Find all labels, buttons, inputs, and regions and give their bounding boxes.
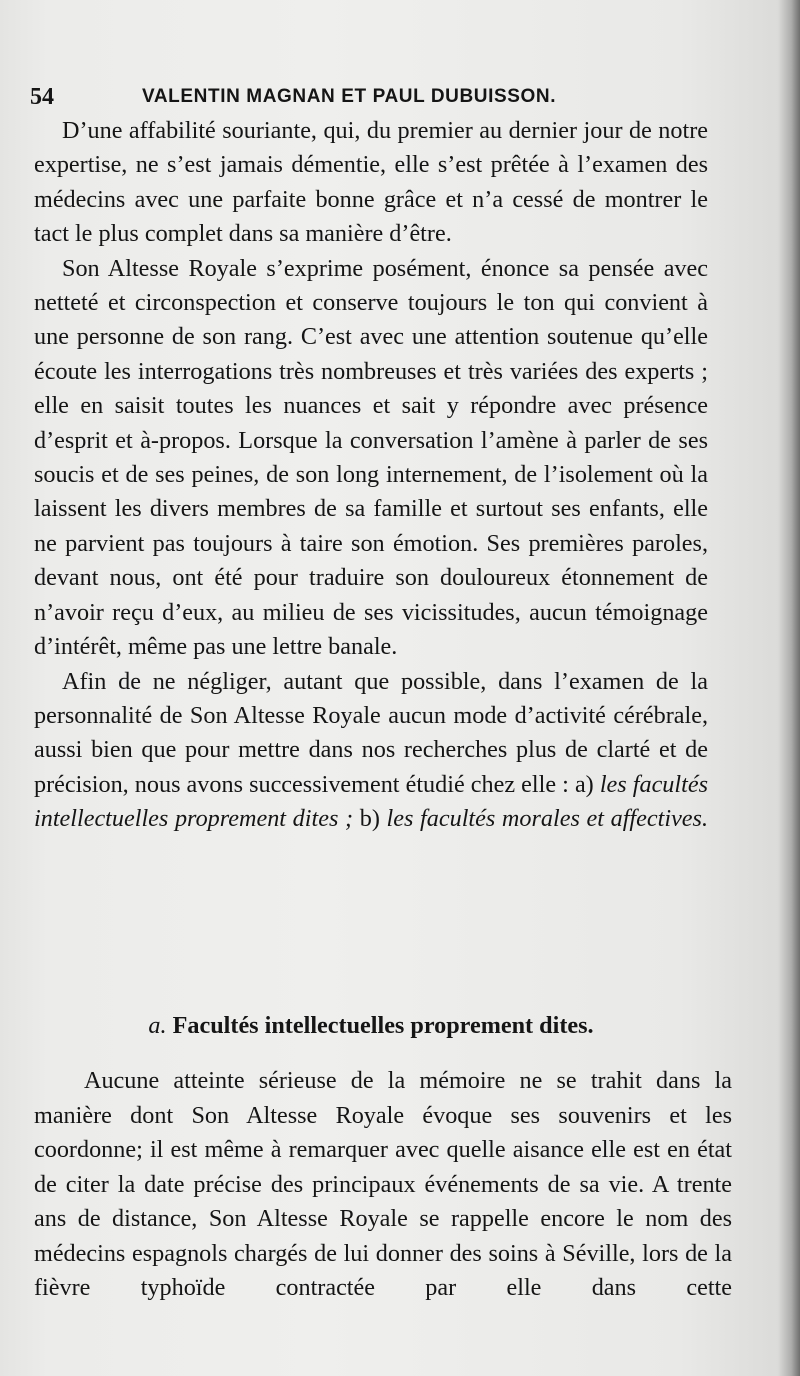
paragraph-affabilite: D’une affabilité souriante, qui, du premier au dernier jour de notre expertise, ne s’est jamais démentie, elle s’est prêtée à l’examen des médecins avec une parfaite bonne grâce et n’a cessé de montrer le tact le plus complet dans sa manière d’être.	[34, 117, 708, 248]
section-heading	[34, 1008, 708, 1044]
page-number: 54	[30, 84, 54, 110]
paragraph-examen-text: Afin de ne négliger, autant que possible, dans l’examen de la personnalité de Son Altesse Royale aucun mode d’activité cérébrale, aussi bien que pour mettre dans nos recherches plus de clarté et de précision, nous avons successivement étudié chez elle : a)	[34, 667, 708, 798]
section-letter: a.	[148, 1012, 167, 1039]
paragraph-examen	[34, 665, 708, 837]
body-text	[34, 114, 708, 837]
paragraph-examen-middle: b)	[353, 805, 387, 833]
section-title: Facultés intellectuelles proprement dites.	[172, 1012, 594, 1039]
italic-facultes-intellectuelles: les facultés intellectuelles proprement dites ;	[34, 770, 708, 833]
italic-facultes-morales: les facultés morales et affectives.	[386, 805, 708, 833]
paragraph-altesse: Son Altesse Royale s’exprime posément, énonce sa pensée avec netteté et circonspection et conserve toujours le ton qui convient à une personne de son rang. C’est avec une attention soutenue qu’elle écoute les interrogations très nombreuses et très variées des experts ; elle en saisit toutes les nuances et sait y répondre avec présence d’esprit et à-propos. Lorsque la conversation l’amène à parler de ses soucis et de ses peines, de son long internement, de l’isolement où la laissent les divers membres de sa famille et surtout ses enfants, elle ne parvient pas toujours à taire son émotion. Ses premières paroles, devant nous, ont été pour traduire son douloureux étonnement de n’avoir reçu d’eux, au milieu de ses vicissitudes, aucun témoignage d’intérêt, même pas une lettre banale.	[34, 254, 708, 661]
body-text-continued	[34, 1064, 732, 1306]
paragraph-memoire: Aucune atteinte sérieuse de la mémoire ne se trahit dans la manière dont Son Altesse Royale évoque ses souvenirs et les coordonne; il est même à remarquer avec quelle aisance elle est en état de citer la date précise des principaux événements de sa vie. A trente ans de distance, Son Altesse Royale se rappelle encore le nom des médecins espagnols chargés de lui donner des soins à Séville, lors de la fièvre typhoïde contractée par elle dans cette	[34, 1067, 732, 1301]
running-head: VALENTIN MAGNAN ET PAUL DUBUISSON.	[142, 86, 557, 107]
page-header	[30, 80, 730, 110]
page-binding-shadow	[778, 0, 800, 1376]
